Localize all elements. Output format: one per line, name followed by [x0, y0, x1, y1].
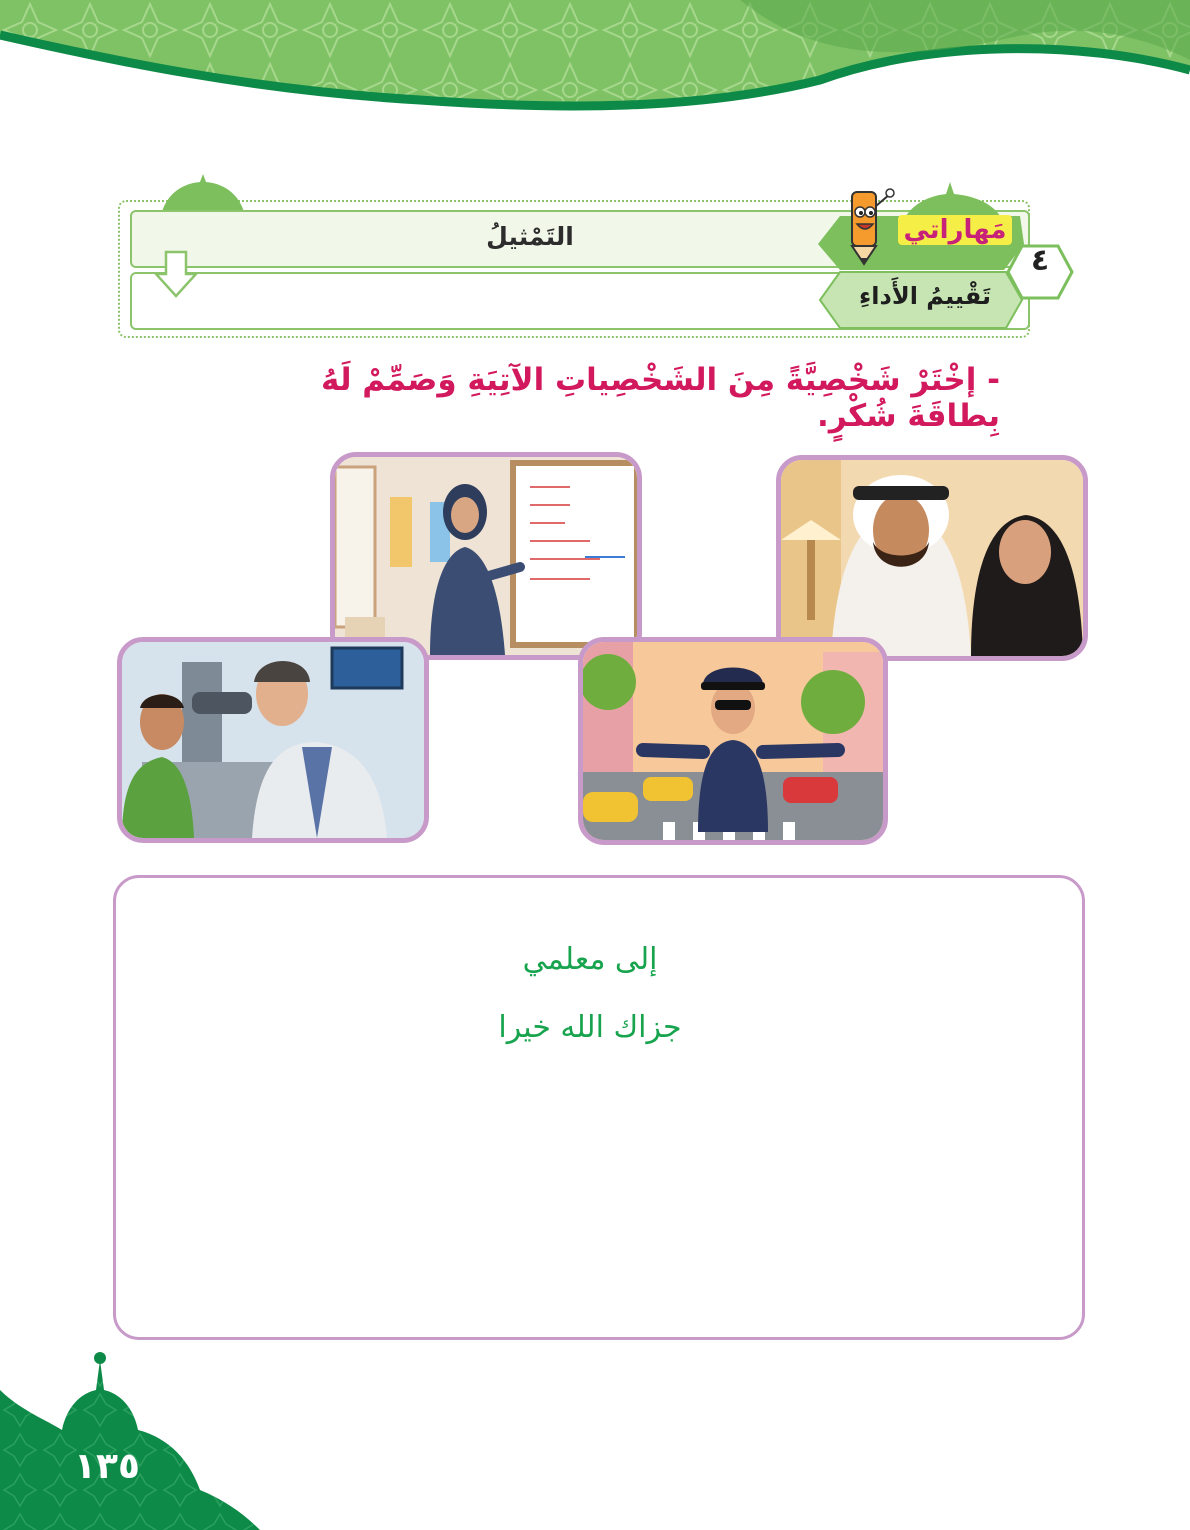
mosque-dome-icon	[0, 1350, 260, 1530]
teacher-photo	[330, 452, 642, 660]
parents-illustration	[781, 460, 1083, 656]
card-recipient-line: إلى معلمي	[522, 942, 658, 977]
parents-photo	[776, 455, 1088, 661]
header-decorative-band	[0, 0, 1190, 120]
eye-doctor-illustration	[122, 642, 424, 838]
eye-doctor-photo	[117, 637, 429, 843]
item-number: ٤	[1030, 243, 1050, 278]
instruction-text: - إخْتَرْ شَخْصِيَّةً مِنَ الشَخْصِياتِ الآتِيَةِ وَصَمِّمْ لَهُ بِطاقَةَ شُكْرٍ.	[321, 362, 1000, 434]
page-number: ١٣٥	[74, 1446, 140, 1487]
lesson-title: التَمْثيلُ	[486, 222, 574, 251]
traffic-police-photo	[578, 637, 888, 845]
down-arrow-icon	[154, 250, 198, 298]
card-message-line: جزاك الله خيرا	[498, 1010, 682, 1045]
skills-label	[880, 215, 1030, 245]
assessment-label: تَقْييمُ الأَداءِ	[859, 282, 991, 310]
left-dome-decoration	[158, 172, 248, 214]
teacher-illustration	[335, 457, 637, 655]
skills-label-text: مَهاراتي	[898, 215, 1013, 245]
traffic-police-illustration	[583, 642, 883, 840]
